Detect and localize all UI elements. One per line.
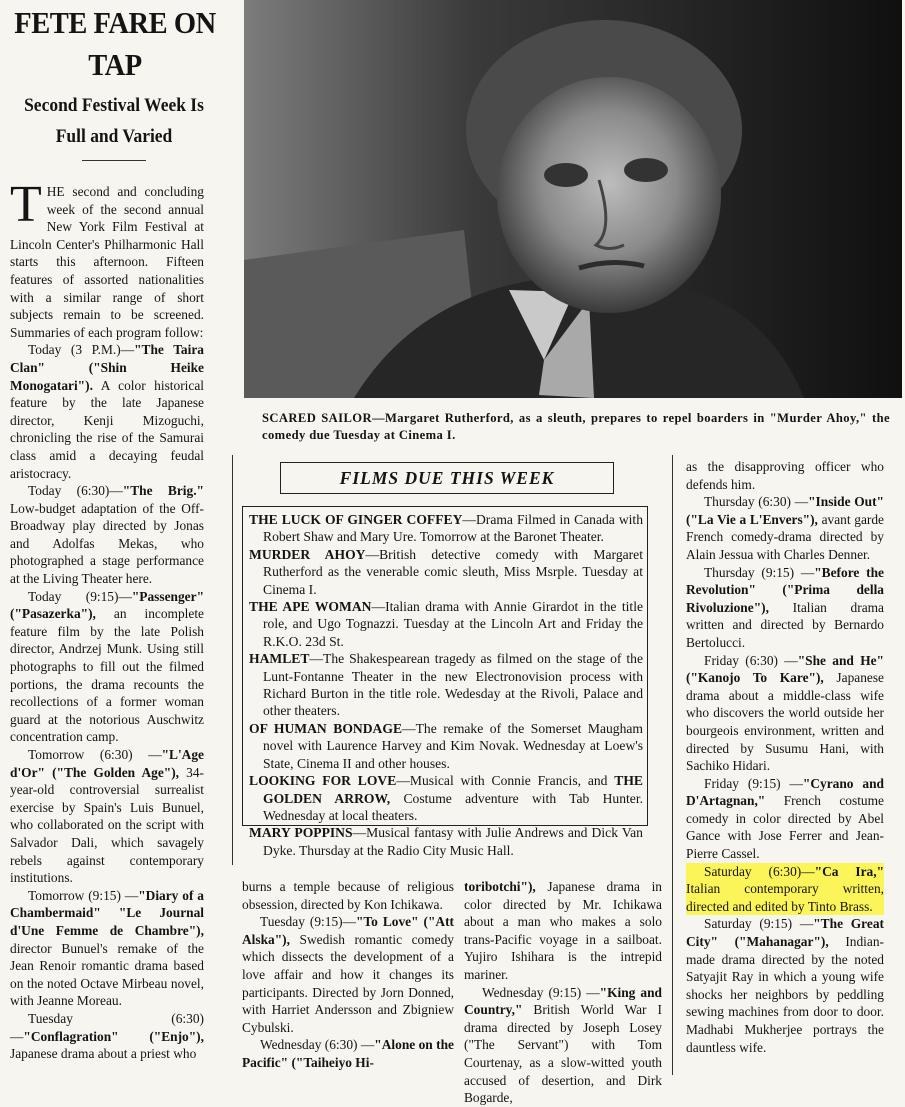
program-entry: Tuesday (6:30) —"Conflagration" ("Enjo"), Japanese drama about a priest who: [10, 1010, 204, 1062]
program-entry: Tuesday (9:15)—"To Love" ("Att Alska"), Swedish romantic comedy which dissects the development of a love affair and how it changes its participants. Directed by Jorn Donned, with Harriet Andersson and Zbigniew Cybulski.: [242, 914, 454, 1035]
program-entry: as the disapproving officer who defends him.: [686, 459, 884, 492]
film-listing: THE LUCK OF GINGER COFFEY—Drama Filmed in Canada with Robert Shaw and Mary Ure. Tomorrow at the Baronet Theater.: [249, 512, 643, 545]
highlighted-entry: Saturday (6:30)—"Ca Ira," Italian contemporary written, directed and edited by Tinto Brass.: [686, 863, 884, 914]
film-listing: OF HUMAN BONDAGE—The remake of the Somerset Maugham novel with Laurence Harvey and Kim Novak. Wednesday at Loew's State, Cinema II and other houses.: [249, 720, 643, 771]
program-entry: burns a temple because of religious obsession, directed by Kon Ichikawa.: [242, 879, 454, 912]
headline: FETE FARE ON TAP: [14, 5, 216, 82]
films-due-box: [242, 462, 650, 858]
film-listing: MARY POPPINS—Musical fantasy with Julie Andrews and Dick Van Dyke. Thursday at the Radio City Music Hall.: [249, 825, 643, 858]
program-entry: toribotchi"), Japanese drama in color directed by Mr. Ichikawa about a man who makes a solo trans-Pacific voyage in a sailboat. Yujiro Ishihara is the intrepid mariner.: [464, 879, 662, 982]
film-listing: MURDER AHOY—British detective comedy with Margaret Rutherford as the venerable comic sleuth, Miss Msrple. Tuesday at Cinema I.: [249, 546, 643, 597]
program-entry: Tomorrow (9:15) —"Diary of a Chambermaid" "Le Journal d'Une Femme de Chambre"), director Bunuel's remake of the Jean Renoir romantic drama based on the noted Octave Mirbeau novel, with Jeanne Moreau.: [10, 887, 204, 1009]
program-entry: Friday (9:15) —"Cyrano and D'Artagnan," French costume comedy in color directed by Abel Gance with Jose Ferrer and Jean-Pierre Cassel.: [686, 775, 884, 862]
box-title: FILMS DUE THIS WEEK: [280, 462, 614, 494]
program-entry: Wednesday (9:15) —"King and Country," British World War I drama directed by Joseph Losey ("The Servant") with Tom Courtenay, as a slow-witted youth accused of desertion, and Dirk Bogarde,: [464, 984, 663, 1106]
program-entry: Wednesday (6:30) —"Alone on the Pacific" ("Taiheiyo Hi-: [242, 1037, 454, 1070]
program-entry: Tomorrow (6:30) —"L'Age d'Or" ("The Golden Age"), 34-year-old controversial surrealist exercise by Spain's Luis Bunuel, who collaborated on the script with Salvador Dali, which savagely rebels against contemporary institutions.: [10, 747, 205, 886]
film-listing: HAMLET—The Shakespearean tragedy as filmed on the stage of the Lunt-Fontanne Theater in the new Electronovision process with Richard Burton in the title role. Wedesday at the Rivoli, Palace and other theaters.: [249, 651, 643, 719]
program-entry: Today (9:15)—"Passenger" ("Pasazerka"), an incomplete feature film by the late Polish director, Andrzej Munk. Using still photographs to fill out the filmed portions, the drama recounts the recollections of a former woman guard at the notorious Auschwitz concentration camp.: [10, 588, 204, 745]
photo-caption: SCARED SAILOR—Margaret Rutherford, as a sleuth, prepares to repel boarders in "Murder Ahoy," the comedy due Tuesday at Cinema I.: [262, 411, 890, 442]
article-column-5: [686, 458, 884, 1056]
film-listing: THE APE WOMAN—Italian drama with Annie Girardot in the title role, and Ugo Tognazzi. Tuesday at the Lincoln Art and Friday the R.K.O. 23d St.: [249, 599, 643, 649]
drop-cap: T: [10, 176, 42, 233]
program-entry: Thursday (6:30) —"Inside Out" ("La Vie a L'Envers"), avant garde French comedy-drama directed by Alain Jessua with Charles Denner.: [686, 494, 884, 562]
box-body: [242, 506, 648, 858]
headline-rule: [82, 160, 146, 161]
program-entry: Thursday (9:15) —"Before the Revolution" ("Prima della Rivoluzione"), Italian drama written and directed by Bernardo Bertolucci.: [686, 564, 884, 650]
program-entry: Today (6:30)—"The Brig." Low-budget adaptation of the Off-Broadway play directed by Jonas and Adolfas Mekas, who photographed a stage performance at the Living Theater here.: [10, 483, 204, 587]
program-entry: Friday (6:30) —"She and He" ("Kanojo To Kare"), Japanese drama about a middle-class wife who discovers the world outside her bourgeois environment, written and directed by Susumu Hani, with Sachiko Hidari.: [686, 652, 885, 774]
article-column-1: [10, 176, 205, 1063]
column-rule: [672, 455, 673, 1075]
article-column-4: [464, 878, 662, 1107]
program-entry: Saturday (9:15) —"The Great City" ("Mahanagar"), Indian-made drama directed by the noted Satyajit Ray in which a young wife shocks her neighbors by peddling sewing machines from door to door. Madhabi Mukherjee portrays the dauntless wife.: [686, 916, 884, 1055]
article-intro: THE second and concluding week of the second annual New York Film Festival at Lincoln Center's Philharmonic Hall starts this afternoon. Fifteen features of assorted nationalities with a similar range of short subjects remain to be screened. Summaries of each program follow:: [10, 176, 204, 340]
film-listing: LOOKING FOR LOVE—Musical with Connie Francis, and THE GOLDEN ARROW, Costume adventure with Tab Hunter. Wednesday at local theaters.: [249, 773, 644, 823]
program-entry: Today (3 P.M.)—"The Taira Clan" ("Shin Heike Monogatari"). A color historical feature by the late Japanese director, Kenji Mizoguchi, chronicling the rise of the Samurai class amid a decaying feudal aristocracy.: [10, 342, 204, 481]
subheadline: Second Festival Week Is Full and Varied: [24, 95, 204, 147]
news-photo: [244, 0, 902, 398]
column-rule: [232, 455, 233, 865]
article-column-3: [242, 878, 454, 1072]
